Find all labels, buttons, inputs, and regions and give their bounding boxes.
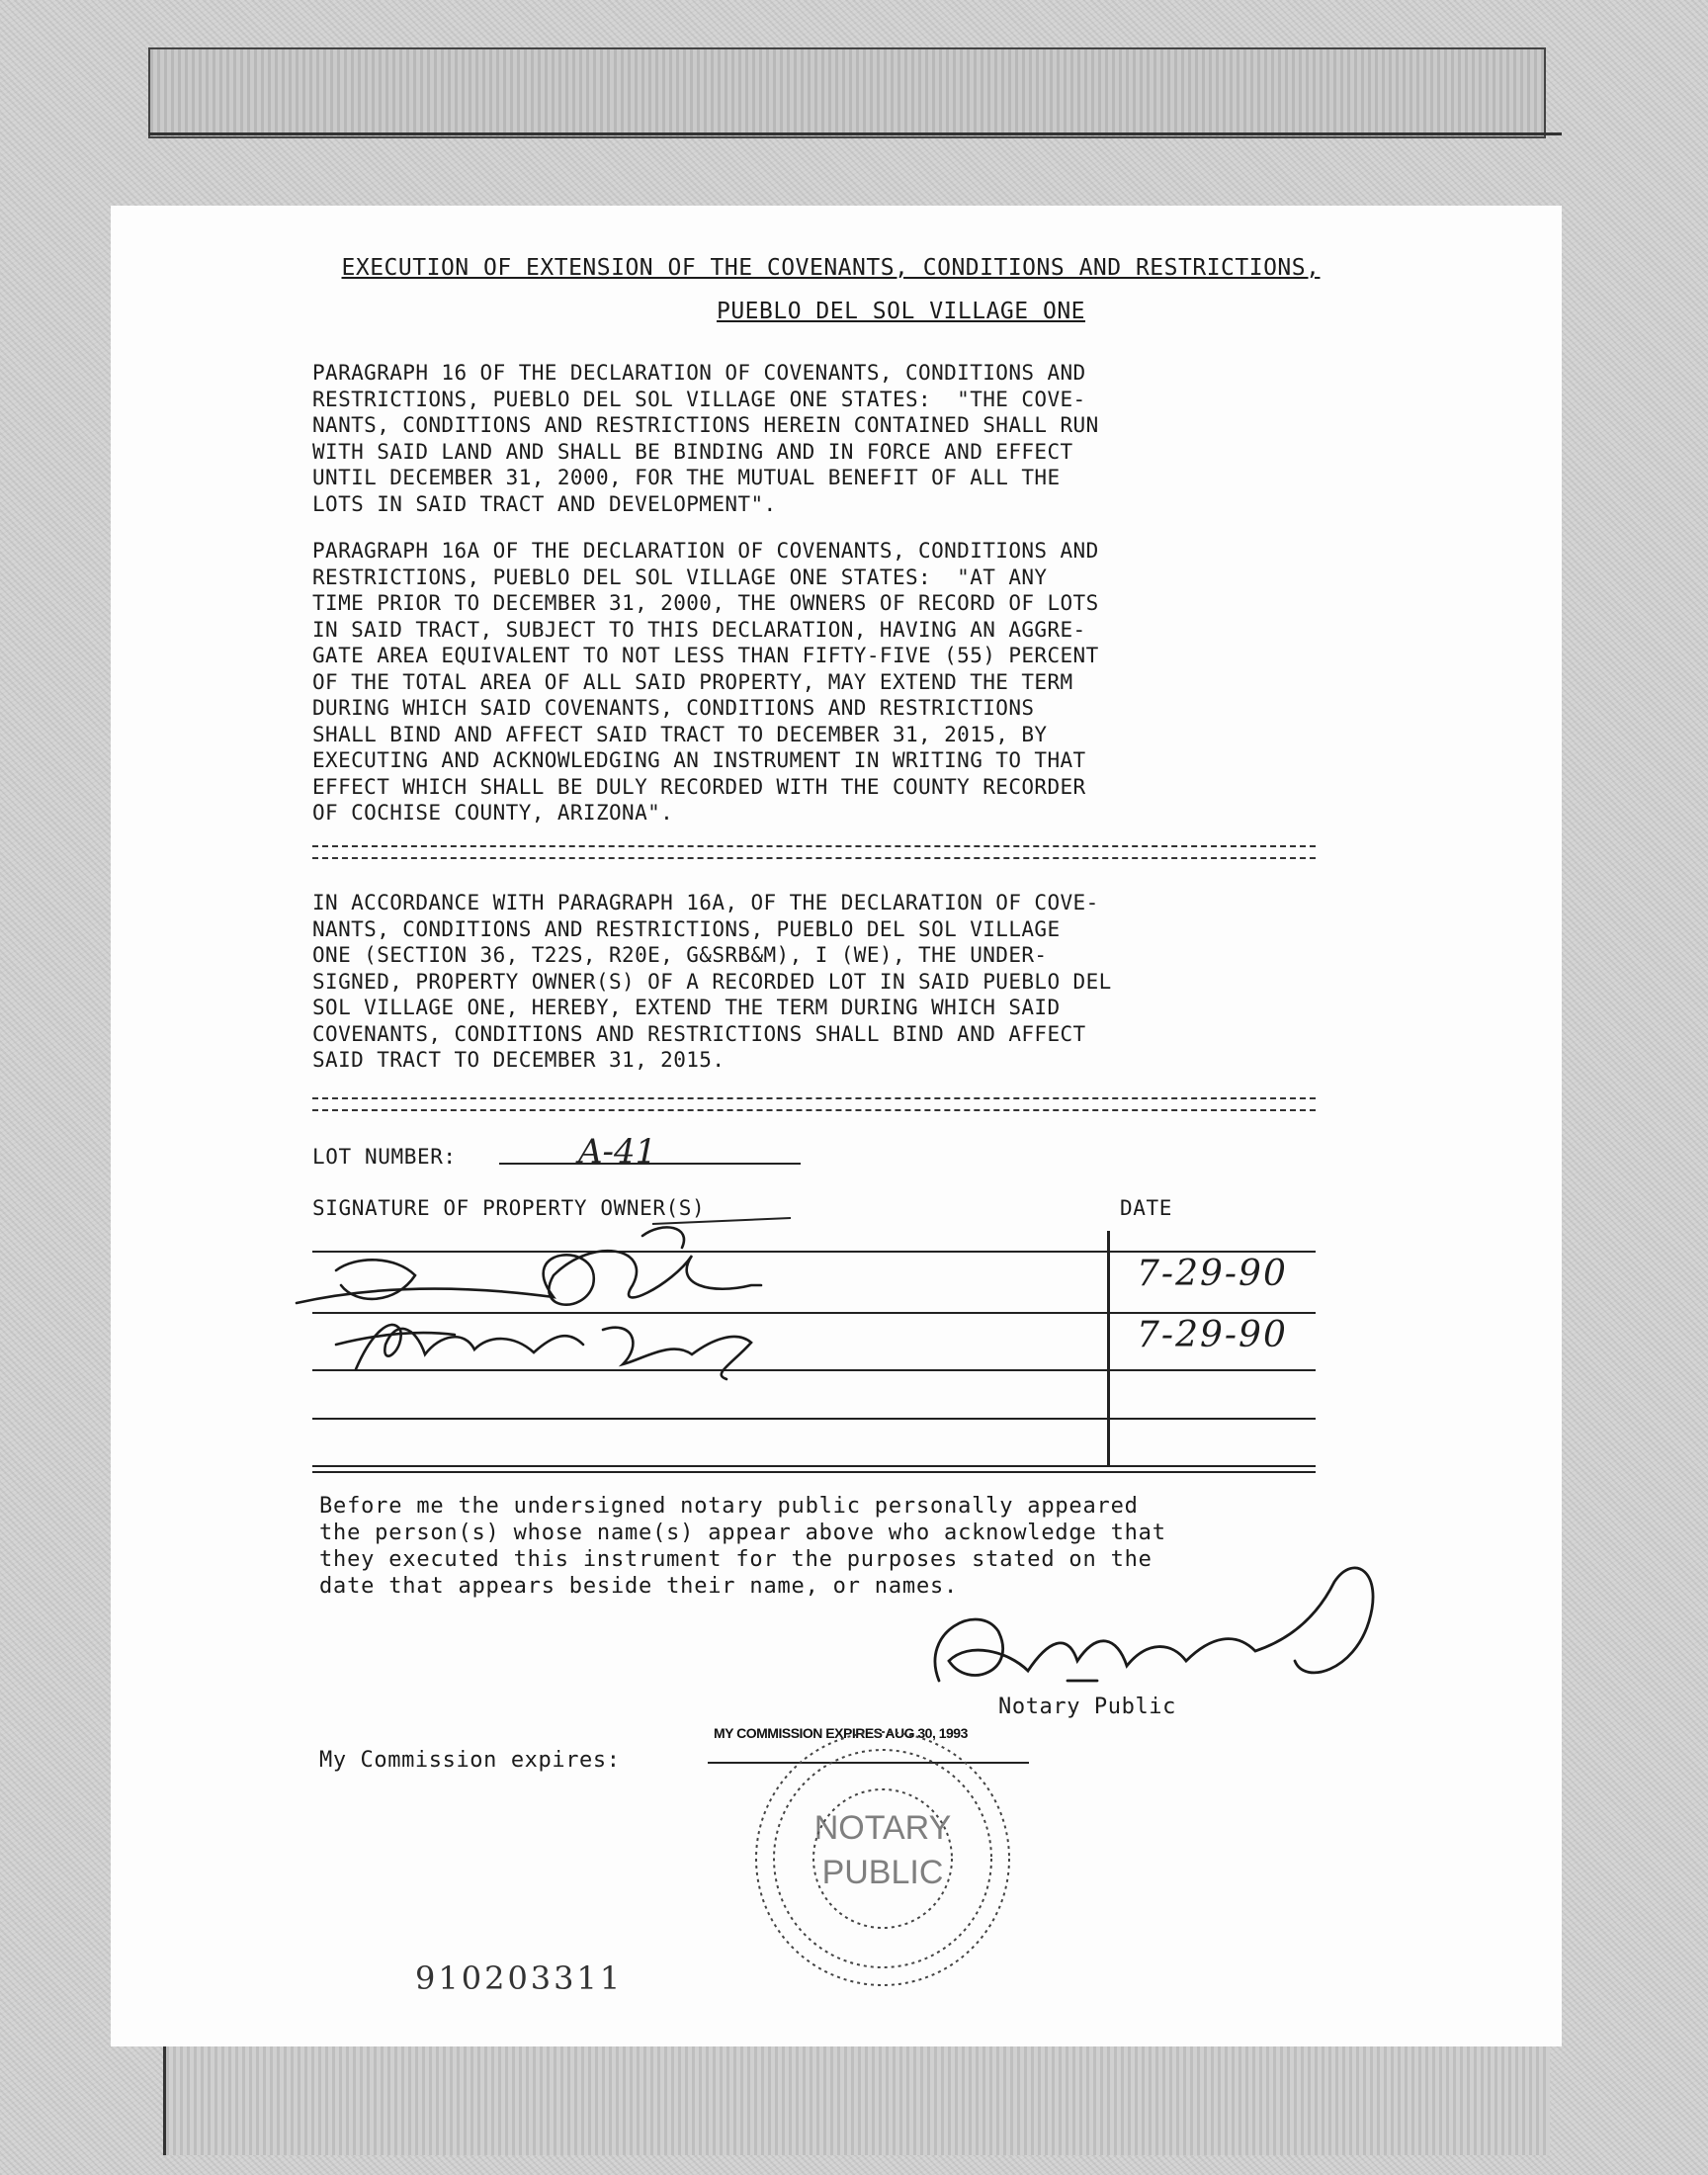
notary-statement: Before me the undersigned notary public personally appeared the person(s) whose name(s) appear above who acknowledge that they executed this instrument for the purposes stated on the date that appears beside their name, or names. — [319, 1494, 1166, 1599]
lot-number-value: A-41 — [578, 1132, 657, 1172]
document-number: 910203311 — [415, 1959, 624, 1997]
signature-date-2: 7-29-90 — [1137, 1315, 1288, 1355]
notary-public-label: Notary Public — [998, 1695, 1176, 1719]
document-subtitle: PUEBLO DEL SOL VILLAGE ONE — [716, 299, 1086, 324]
owner-signature-1 — [297, 1227, 761, 1304]
notary-signature — [935, 1568, 1373, 1681]
header-strike-mark — [652, 1218, 791, 1224]
paragraph-16a: PARAGRAPH 16A OF THE DECLARATION OF COVENANTS, CONDITIONS AND RESTRICTIONS, PUEBLO DEL SOL VILLAGE ONE STATES: "AT ANY TIME PRIOR TO DECEMBER 31, 2000, THE OWNERS OF RECORD OF LOTS IN SAID TRACT, SUBJECT TO THIS DECLARATION, HAVING AN AGGRE- GATE AREA EQUIVALENT TO NOT LESS THAN FIFTY-FIVE (55) PERCENT OF THE TOTAL AREA OF ALL SAID PROPERTY, MAY EXTEND THE TERM DURING WHICH SAID COVENANTS, CONDITIONS AND RESTRICTIONS SHALL BIND AND AFFECT SAID TRACT TO DECEMBER 31, 2015, BY EXECUTING AND ACKNOWLEDGING AN INSTRUMENT IN WRITING TO THAT EFFECT WHICH SHALL BE DULY RECORDED WITH THE COUNTY RECORDER OF COCHISE COUNTY, ARIZONA". — [312, 539, 1099, 825]
notary-seal-lettering-1: NOTARY — [813, 1809, 952, 1847]
paragraph-16: PARAGRAPH 16 OF THE DECLARATION OF COVENANTS, CONDITIONS AND RESTRICTIONS, PUEBLO DEL SOL VILLAGE ONE STATES: "THE COVE- NANTS, CONDITIONS AND RESTRICTIONS HEREIN CONTAINED SHALL RUN WITH SAID LAND AND SHALL BE BINDING AND IN FORCE AND EFFECT UNTIL DECEMBER 31, 2000, FOR THE MUTUAL BENEFIT OF ALL THE LOTS IN SAID TRACT AND DEVELOPMENT". — [312, 361, 1099, 516]
document-title: EXECUTION OF EXTENSION OF THE COVENANTS, CONDITIONS AND RESTRICTIONS, — [341, 255, 1321, 281]
notary-seal-lettering-2: PUBLIC — [821, 1854, 944, 1891]
owner-signature-2 — [336, 1325, 751, 1379]
lot-number-label: LOT NUMBER: — [312, 1145, 457, 1169]
commission-expiry-stamp: MY COMMISSION EXPIRES AUG 30, 1993 — [714, 1725, 968, 1741]
date-header: DATE — [1120, 1196, 1172, 1220]
signature-header: SIGNATURE OF PROPERTY OWNER(S) — [312, 1196, 706, 1220]
signature-date-1: 7-29-90 — [1137, 1254, 1288, 1294]
accordance-paragraph: IN ACCORDANCE WITH PARAGRAPH 16A, OF THE DECLARATION OF COVE- NANTS, CONDITIONS AND RESTRICTIONS, PUEBLO DEL SOL VILLAGE ONE (SECTION 36, T22S, R20E, G&SRB&M), I (WE), THE UNDER- SIGNED, PROPERTY OWNER(S) OF A RECORDED LOT IN SAID PUEBLO DEL SOL VILLAGE ONE, HEREBY, EXTEND THE TERM DURING WHICH SAID COVENANTS, CONDITIONS AND RESTRICTIONS SHALL BIND AND AFFECT SAID TRACT TO DECEMBER 31, 2015. — [312, 891, 1112, 1072]
commission-expires-label: My Commission expires: — [319, 1748, 621, 1773]
